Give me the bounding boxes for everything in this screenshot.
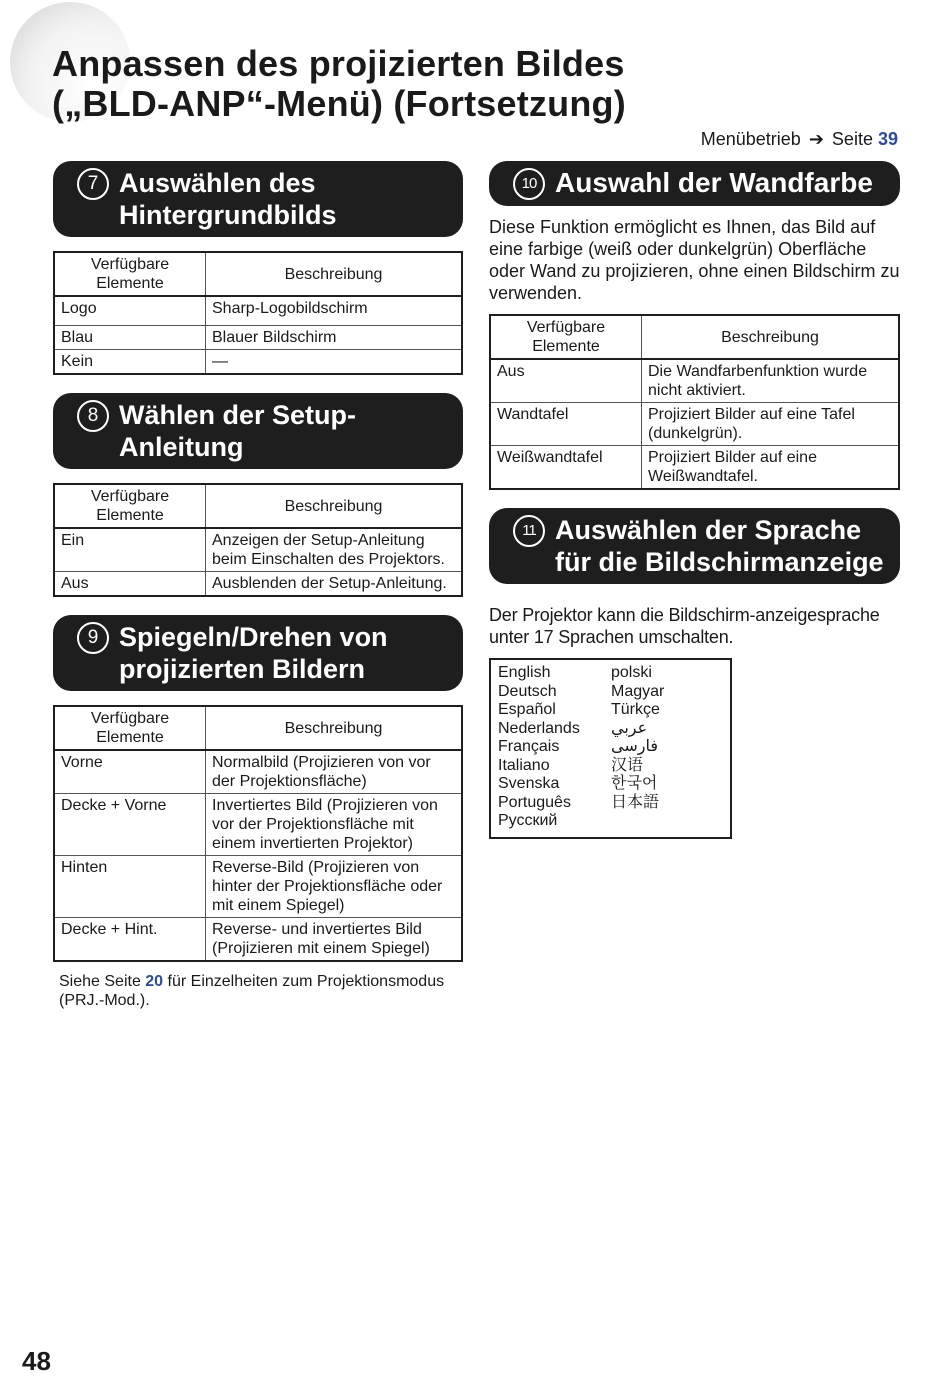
list-item: عربي xyxy=(611,719,648,737)
row-item: Aus xyxy=(490,359,642,403)
table-row xyxy=(54,750,462,794)
table-row xyxy=(54,918,462,962)
section-7-heading xyxy=(53,161,463,237)
section-10-table xyxy=(489,314,900,490)
header-items: Verfügbare Elemente xyxy=(54,252,206,296)
section-7-table xyxy=(53,251,463,375)
section-10-title: Auswahl der Wandfarbe xyxy=(555,167,873,198)
section-8-title: Wählen der Setup- Anleitung xyxy=(119,400,357,462)
table-header-row xyxy=(490,315,899,359)
list-item: Русский xyxy=(498,812,558,829)
row-description: Projiziert Bilder auf eine Weißwandtafel. xyxy=(642,446,900,490)
row-description: Projiziert Bilder auf eine Tafel (dunkelgrün). xyxy=(642,403,900,446)
row-item: Decke + Vorne xyxy=(54,794,206,856)
row-item: Kein xyxy=(54,350,206,375)
row-description: Sharp-Logobildschirm xyxy=(212,300,368,317)
page-number: 48 xyxy=(22,1346,51,1376)
row-description: Normalbild (Projizieren von vor der Projektionsfläche) xyxy=(212,754,431,790)
table-header-row xyxy=(54,484,462,528)
projection-mode-note: Siehe Seite 20 für Einzelheiten zum Projektionsmodus (PRJ.-Mod.). xyxy=(59,973,445,1009)
list-item: 日本語 xyxy=(611,793,660,811)
section-10-heading xyxy=(489,161,900,206)
list-item: Deutsch xyxy=(498,682,557,700)
row-description: Die Wandfarbenfunktion wurde nicht aktiviert. xyxy=(648,363,868,399)
section-8-heading xyxy=(53,393,463,469)
arrow-right-icon: ➔ xyxy=(808,129,824,149)
list-item: Magyar xyxy=(611,682,665,700)
row-item: Logo xyxy=(54,296,206,326)
list-item: Italiano xyxy=(498,756,550,774)
list-item: Português xyxy=(498,793,571,811)
row-item: Ein xyxy=(54,528,206,572)
page-title xyxy=(52,44,852,124)
menu-ref-label: Seite xyxy=(831,129,873,149)
section-9-title: Spiegeln/Drehen von projizierten Bildern xyxy=(119,622,388,684)
section-9-table xyxy=(53,705,463,962)
table-row xyxy=(54,572,462,597)
list-item: polski xyxy=(611,664,652,681)
row-item: Vorne xyxy=(54,750,206,794)
circled-number-10: 10 xyxy=(513,168,545,200)
title-line-2: („BLD-ANP“-Menü) (Fortsetzung) xyxy=(52,83,626,124)
list-item: English xyxy=(498,664,551,681)
list-item: فارسی xyxy=(611,738,658,755)
section-10-intro: Diese Funktion ermöglicht es Ihnen, das Bild auf eine farbige (weiß oder dunkelgrün) Oberfläche oder Wand zu projizieren, ohne einen Bildschirm zu verwenden. xyxy=(489,217,900,303)
header-description: Beschreibung xyxy=(206,252,463,296)
left-column xyxy=(53,161,463,1010)
header-items: Verfügbare Elemente xyxy=(490,315,642,359)
row-item: Decke + Hint. xyxy=(54,918,206,962)
language-column-2 xyxy=(611,664,724,831)
section-11-heading xyxy=(489,508,900,584)
table-row xyxy=(54,296,462,326)
list-item: 汉语 xyxy=(611,756,644,774)
row-item: Aus xyxy=(54,572,206,597)
header-description: Beschreibung xyxy=(642,315,900,359)
table-header-row xyxy=(54,252,462,296)
circled-number-8: 8 xyxy=(77,400,109,432)
header-items: Verfügbare Elemente xyxy=(54,484,206,528)
list-item: 한국어 xyxy=(611,775,658,792)
row-description: Ausblenden der Setup-Anleitung. xyxy=(206,572,463,597)
menu-ref-text: Menübetrieb xyxy=(700,129,801,149)
row-item: Wandtafel xyxy=(490,403,642,446)
table-row xyxy=(54,326,462,350)
section-7-title: Auswählen des Hintergrundbilds xyxy=(119,168,337,230)
page-20-link[interactable]: 20 xyxy=(145,973,164,990)
table-row xyxy=(54,794,462,856)
list-item: Nederlands xyxy=(498,719,580,737)
header-items: Verfügbare Elemente xyxy=(54,706,206,750)
table-row xyxy=(490,446,899,490)
row-description: Invertiertes Bild (Projizieren von vor der Projektionsfläche mit einem invertierten Projektor) xyxy=(206,794,463,856)
section-8-table xyxy=(53,483,463,597)
row-description: — xyxy=(206,350,463,375)
row-item: Hinten xyxy=(54,856,206,918)
list-item: Türkçe xyxy=(611,701,660,718)
language-list xyxy=(489,658,732,839)
list-item: Français xyxy=(498,738,560,755)
right-column xyxy=(489,161,900,839)
row-description: Reverse- und invertiertes Bild (Projizieren mit einem Spiegel) xyxy=(206,918,463,962)
circled-number-7: 7 xyxy=(77,168,109,200)
title-line-1: Anpassen des projizierten Bildes xyxy=(52,43,625,84)
menu-reference xyxy=(701,129,898,150)
section-9-heading xyxy=(53,615,463,691)
row-item: Blau xyxy=(54,326,206,350)
circled-number-9: 9 xyxy=(77,622,109,654)
section-11-title: Auswählen der Sprache für die Bildschirmanzeige xyxy=(555,515,884,577)
list-item: Svenska xyxy=(498,775,560,792)
row-item: Weißwandtafel xyxy=(490,446,642,490)
row-description: Blauer Bildschirm xyxy=(206,326,463,350)
table-row xyxy=(54,350,462,375)
table-row xyxy=(490,403,899,446)
header-description: Beschreibung xyxy=(206,484,463,528)
table-row xyxy=(54,856,462,918)
list-item: Español xyxy=(498,701,556,718)
table-header-row xyxy=(54,706,462,750)
row-description: Reverse-Bild (Projizieren von hinter der Projektionsfläche oder mit einem Spiegel) xyxy=(206,856,463,918)
table-row xyxy=(54,528,462,572)
row-description: Anzeigen der Setup-Anleitung beim Einschalten des Projektors. xyxy=(212,532,445,568)
circled-number-11: 11 xyxy=(513,515,545,547)
table-row xyxy=(490,359,899,403)
menu-ref-page-link[interactable]: 39 xyxy=(877,129,898,149)
header-description: Beschreibung xyxy=(206,706,463,750)
section-11-intro: Der Projektor kann die Bildschirm-anzeigesprache unter 17 Sprachen umschalten. xyxy=(489,605,880,647)
language-column-1 xyxy=(498,664,611,831)
